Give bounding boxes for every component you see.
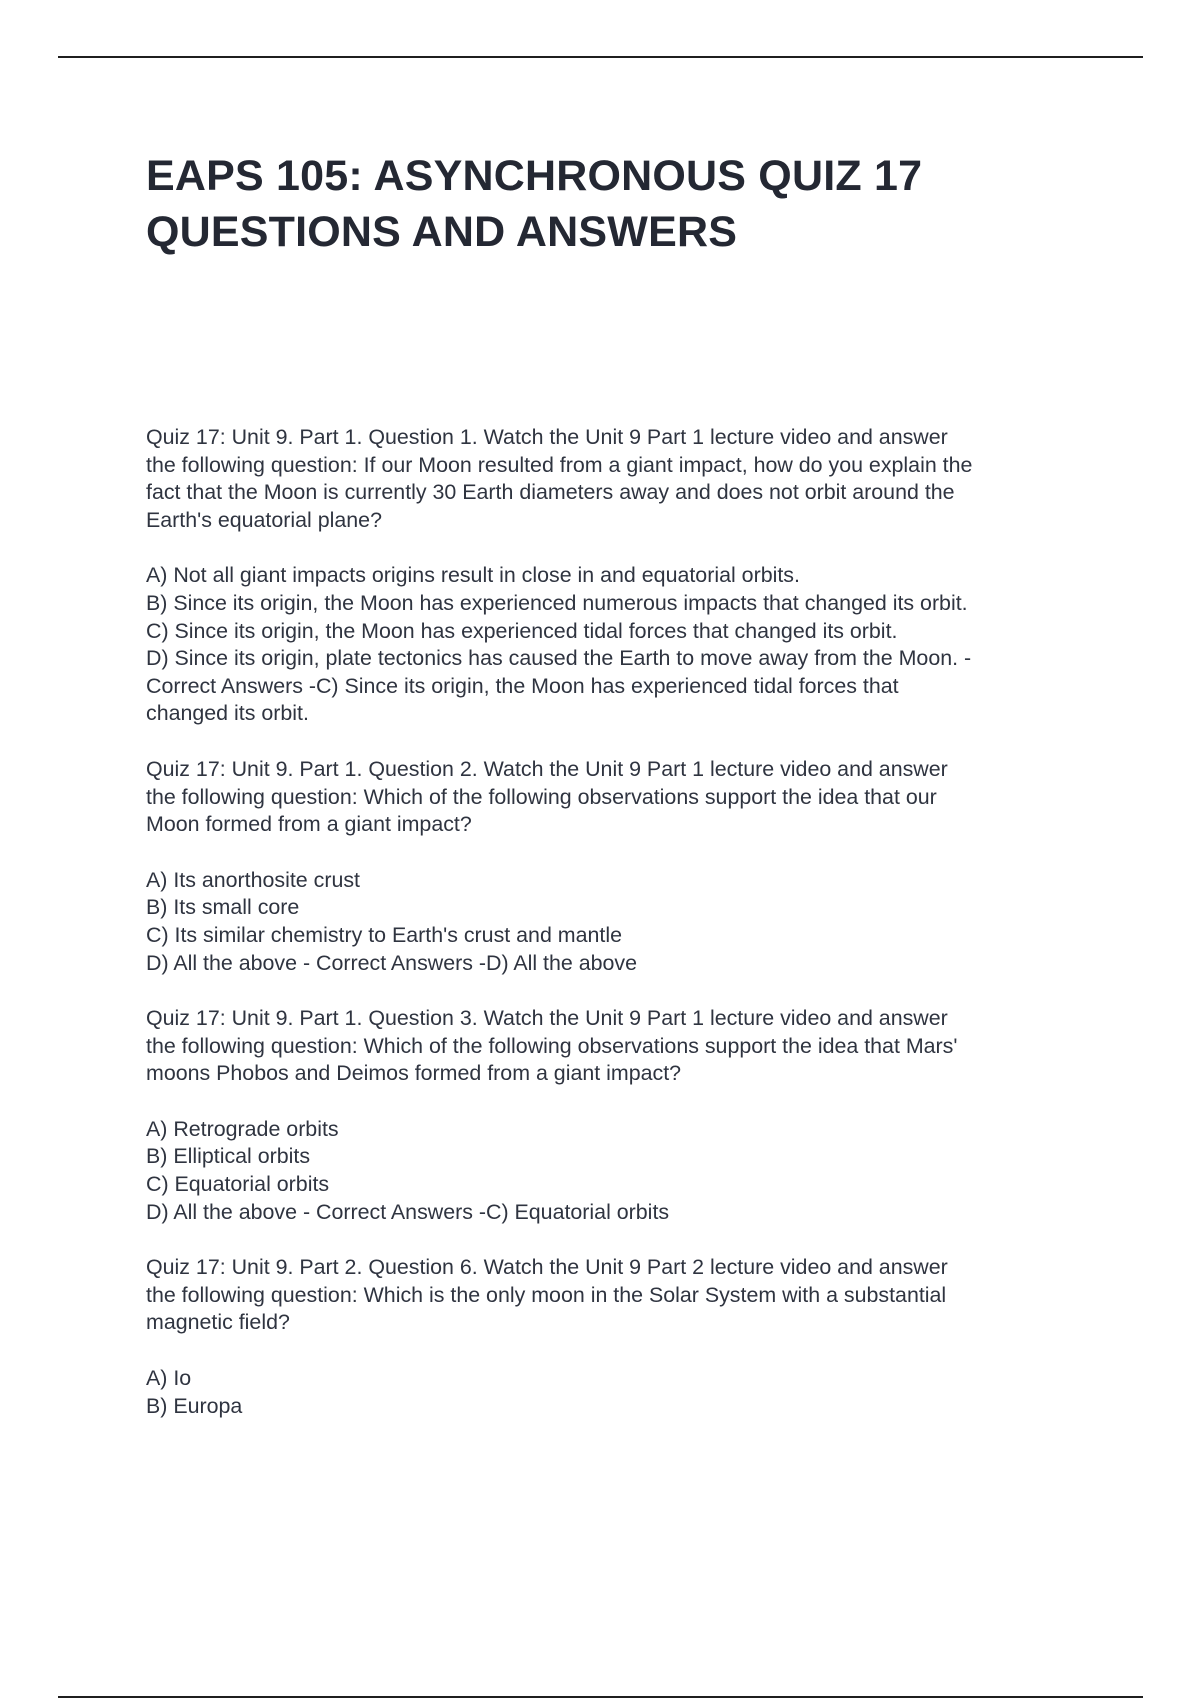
question-line: the following question: Which is the only moon in the Solar System with a substantial <box>146 1282 947 1307</box>
question-line: fact that the Moon is currently 30 Earth diameters away and does not orbit around the <box>146 480 955 505</box>
question-line: the following question: If our Moon resulted from a giant impact, how do you explain the <box>146 452 973 477</box>
option-line: D) All the above - Correct Answers -D) All the above <box>146 950 638 975</box>
question-block-3 <box>146 1005 1086 1226</box>
answer-options <box>146 1116 1086 1226</box>
question-block-4 <box>146 1254 1086 1420</box>
title-line: EAPS 105: ASYNCHRONOUS QUIZ 17 <box>146 152 923 200</box>
answer-options <box>146 1365 1086 1420</box>
bottom-divider <box>58 1696 1143 1698</box>
option-line: C) Its similar chemistry to Earth's crust and mantle <box>146 922 622 947</box>
option-line: A) Retrograde orbits <box>146 1116 339 1141</box>
option-line: B) Since its origin, the Moon has experienced numerous impacts that changed its orbit. <box>146 590 968 615</box>
question-block-1 <box>146 424 1086 728</box>
option-line: B) Europa <box>146 1393 243 1418</box>
quiz-content <box>146 424 1086 1448</box>
option-line: D) All the above - Correct Answers -C) Equatorial orbits <box>146 1199 670 1224</box>
question-line: Quiz 17: Unit 9. Part 1. Question 2. Watch the Unit 9 Part 1 lecture video and answer <box>146 756 948 781</box>
question-line: Earth's equatorial plane? <box>146 507 382 532</box>
question-line: the following question: Which of the following observations support the idea that our <box>146 784 937 809</box>
answer-options <box>146 867 1086 977</box>
option-line: A) Not all giant impacts origins result in close in and equatorial orbits. <box>146 563 800 588</box>
option-line: B) Its small core <box>146 895 300 920</box>
option-line: A) Its anorthosite crust <box>146 867 360 892</box>
question-text <box>146 424 1086 534</box>
question-line: Quiz 17: Unit 9. Part 1. Question 3. Watch the Unit 9 Part 1 lecture video and answer <box>146 1006 948 1031</box>
question-block-2 <box>146 756 1086 977</box>
option-line: C) Equatorial orbits <box>146 1172 330 1197</box>
option-line: Correct Answers -C) Since its origin, the Moon has experienced tidal forces that <box>146 673 899 698</box>
option-line: C) Since its origin, the Moon has experienced tidal forces that changed its orbit. <box>146 618 898 643</box>
question-line: moons Phobos and Deimos formed from a giant impact? <box>146 1061 682 1086</box>
option-line: changed its orbit. <box>146 701 309 726</box>
top-divider <box>58 56 1143 58</box>
answer-options <box>146 562 1086 728</box>
option-line: B) Elliptical orbits <box>146 1144 311 1169</box>
question-line: Moon formed from a giant impact? <box>146 812 472 837</box>
question-line: magnetic field? <box>146 1310 290 1335</box>
question-text <box>146 1005 1086 1088</box>
title-line: QUESTIONS AND ANSWERS <box>146 208 738 256</box>
question-line: the following question: Which of the following observations support the idea that Mars' <box>146 1033 958 1058</box>
question-line: Quiz 17: Unit 9. Part 1. Question 1. Watch the Unit 9 Part 1 lecture video and answer <box>146 425 948 449</box>
document-title <box>146 148 1106 260</box>
question-text <box>146 1254 1086 1337</box>
option-line: D) Since its origin, plate tectonics has caused the Earth to move away from the Moon. - <box>146 646 972 671</box>
question-text <box>146 756 1086 839</box>
option-line: A) Io <box>146 1366 192 1391</box>
question-line: Quiz 17: Unit 9. Part 2. Question 6. Watch the Unit 9 Part 2 lecture video and answer <box>146 1255 948 1280</box>
